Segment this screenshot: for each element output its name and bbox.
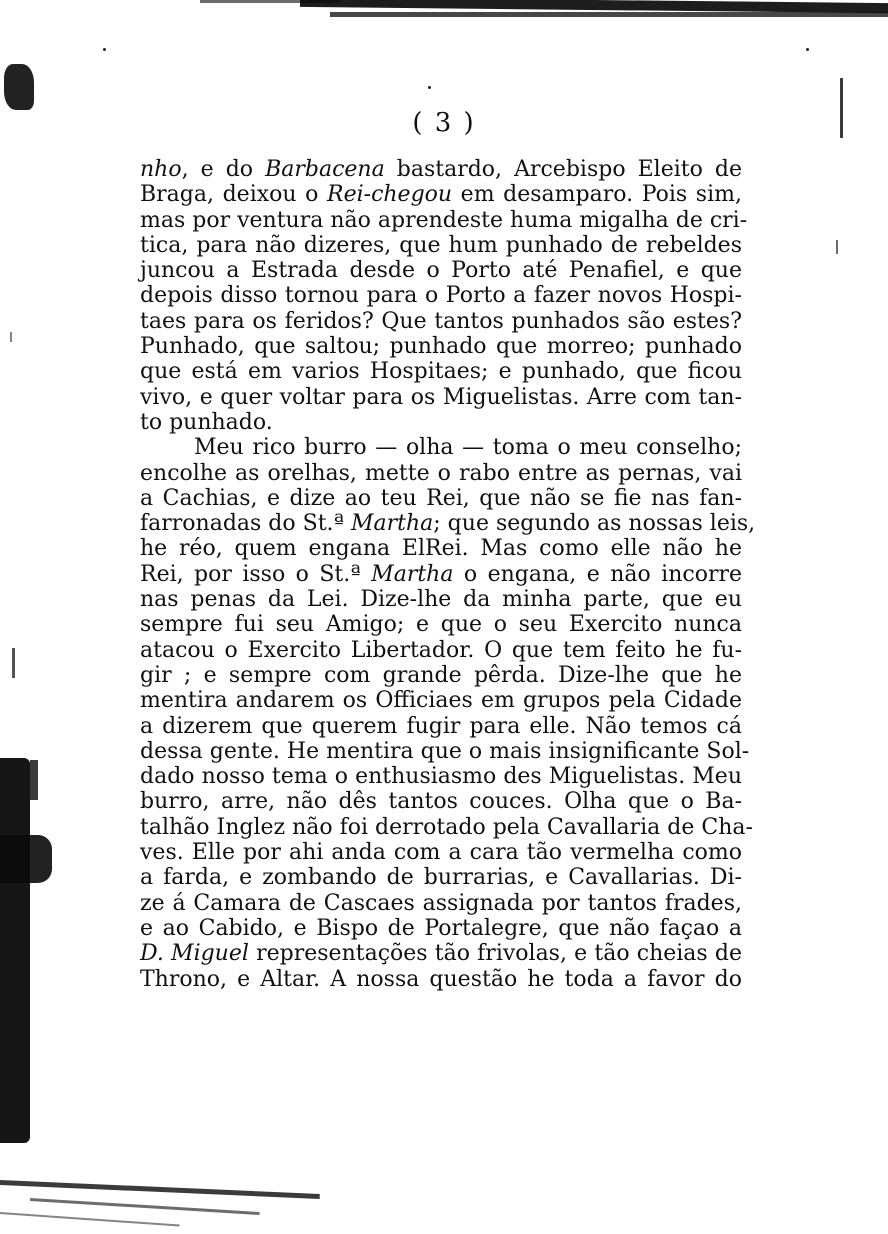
scan-artifact-bottom-streak (0, 1180, 320, 1199)
text-line (140, 461, 742, 486)
text-segment: que está em varios Hospitaes; e punhado, que ficou (140, 359, 742, 385)
text-line (140, 182, 742, 207)
text-line (140, 789, 742, 814)
text-segment: Throno, e Altar. A nossa questão he toda a favor do (140, 966, 742, 992)
text-segment: nas penas da Lei. Dize-lhe da minha parte, que eu (140, 587, 742, 613)
text-line (140, 714, 742, 739)
text-line (140, 663, 742, 688)
text-line (140, 157, 742, 182)
text-segment: a farda, e zombando de burrarias, e Cavallarias. Di- (140, 865, 742, 891)
text-line (140, 840, 742, 865)
text-line (140, 688, 742, 713)
text-segment: he réo, quem engana ElRei. Mas como elle não he (140, 536, 742, 562)
text-segment: o engana, e não incorre (453, 561, 742, 587)
text-line (140, 916, 742, 941)
scan-artifact-left-edge (0, 758, 30, 1143)
italic-text: Martha (350, 511, 434, 537)
text-segment: ves. Elle por ahi anda com a cara tão vermelha como (140, 840, 742, 866)
scan-artifact-left-tick (12, 648, 15, 678)
text-segment: Braga, deixou o (140, 182, 328, 208)
text-line (140, 309, 742, 334)
text-segment: representações tão frivolas, e tão cheias de (248, 941, 743, 967)
text-segment: sempre fui seu Amigo; e que o seu Exercito nunca (140, 612, 742, 638)
text-segment: Punhado, que saltou; punhado que morreo; punhado (140, 334, 742, 360)
text-line (140, 638, 742, 663)
text-segment: a Cachias, e dize ao teu Rei, que não se fie nas fan- (140, 485, 742, 511)
italic-text: Barbacena (265, 157, 385, 182)
text-line (140, 967, 742, 992)
text-line (140, 385, 742, 410)
text-segment: , e do (181, 157, 266, 182)
scan-artifact-left-mark (4, 64, 34, 110)
text-segment: bastardo, Arcebispo Eleito de (384, 157, 742, 182)
text-line (140, 511, 756, 537)
text-segment: em desamparo. Pois sim, (452, 182, 742, 208)
scan-artifact-bottom-streak (0, 1212, 180, 1227)
text-line (140, 612, 742, 637)
text-line (140, 941, 742, 966)
scan-artifact-right-tick (836, 240, 838, 254)
text-line (140, 258, 742, 283)
text-line (140, 233, 742, 258)
scan-speck (806, 48, 809, 51)
text-segment: to punhado. (140, 409, 273, 435)
text-line (140, 359, 742, 384)
text-line (140, 587, 742, 612)
italic-text: nho (140, 157, 182, 182)
scan-artifact-top-bar-thin (330, 12, 888, 17)
text-line (140, 562, 742, 587)
scan-artifact-left-blot (0, 835, 52, 883)
text-segment: a dizerem que querem fugir para elle. Não temos cá (140, 713, 742, 739)
text-segment: mentira andarem os Officiaes em grupos pela Cidade (140, 688, 742, 714)
text-segment: taes para os feridos? Que tantos punhados são estes? (140, 308, 742, 334)
text-segment: e ao Cabido, e Bispo de Portalegre, que não façao a (140, 915, 742, 941)
text-segment: vivo, e quer voltar para os Miguelistas. Arre com tan- (140, 384, 742, 410)
text-segment: farronadas do St.ª (140, 511, 351, 537)
scan-artifact-left-tick (10, 332, 12, 342)
text-line (140, 207, 748, 233)
text-segment: gir ; e sempre com grande pêrda. Dize-lhe que he (140, 662, 742, 688)
text-line (140, 486, 742, 511)
scan-speck (428, 86, 431, 89)
text-line (140, 283, 742, 308)
text-segment: ; que segundo as nossas leis, (433, 511, 756, 537)
text-segment: atacou o Exercito Libertador. O que tem feito he fu- (140, 637, 742, 663)
scan-artifact-bottom-streak (30, 1198, 260, 1215)
page-number: ( 3 ) (412, 108, 476, 138)
text-segment: depois disso tornou para o Porto a fazer novos Hospi- (140, 283, 742, 309)
text-line (140, 865, 742, 890)
scan-speck (103, 48, 106, 51)
text-segment: ze á Camara de Cascaes assignada por tantos frades, (140, 890, 742, 916)
text-segment: tica, para não dizeres, que hum punhado de rebeldes (140, 232, 742, 258)
text-line (140, 410, 742, 435)
text-segment: dessa gente. He mentira que o mais insignificante Sol- (140, 738, 750, 764)
text-line (140, 536, 742, 561)
text-segment: talhão Inglez não foi derrotado pela Cavallaria de Cha- (140, 814, 753, 840)
body-text (140, 157, 756, 992)
text-segment: encolhe as orelhas, mette o rabo entre as pernas, vai (140, 460, 742, 486)
text-line (140, 814, 753, 840)
text-line (140, 334, 742, 359)
text-segment: Rei, por isso o St.ª (140, 561, 372, 587)
text-segment: mas por ventura não aprendeste huma migalha de cri- (140, 207, 748, 233)
text-line (140, 738, 750, 764)
scan-artifact-left-fleck (30, 760, 38, 800)
text-line (140, 764, 742, 789)
italic-text: Martha (371, 561, 454, 587)
text-segment: burro, arre, não dês tantos couces. Olha que o Ba- (140, 789, 742, 815)
text-line (140, 435, 742, 460)
text-segment: Meu rico burro — olha — toma o meu conselho; (194, 435, 742, 461)
italic-text: D. Miguel (140, 941, 249, 967)
italic-text: Rei-chegou (327, 182, 453, 208)
text-segment: dado nosso tema o enthusiasmo des Miguelistas. Meu (140, 764, 742, 790)
text-segment: juncou a Estrada desde o Porto até Penafiel, e que (140, 258, 742, 284)
text-line (140, 891, 742, 916)
